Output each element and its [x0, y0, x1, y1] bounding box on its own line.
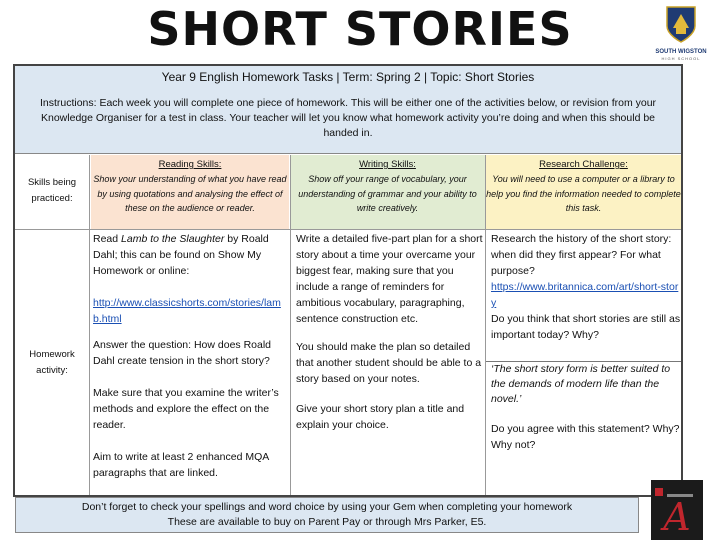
research-task [491, 231, 681, 343]
research-challenge-desc: You will need to use a computer or a library to help you find the information needed to complete this task. [486, 174, 681, 213]
reading-task [93, 231, 289, 481]
skills-label-cell [15, 155, 89, 229]
reading-task-aim: Aim to write at least 2 enhanced MQA paragraphs that are linked. [93, 451, 269, 479]
reading-skills-title: Reading Skills: [158, 159, 222, 170]
research-challenge-title: Research Challenge: [539, 159, 628, 170]
writing-task-title: Give your short story plan a title and explain your choice. [296, 403, 465, 431]
gem-book-image [651, 480, 703, 540]
reading-skills-desc: Show your understanding of what you have read by using quotations and analysing the effect of these on the audience or reader. [93, 174, 287, 213]
research-task-agree: Do you agree with this statement? Why? Why not? [491, 423, 680, 451]
footer-note [15, 497, 639, 533]
header-box [15, 66, 681, 154]
column-divider [290, 155, 291, 495]
shield-icon [664, 4, 698, 44]
instructions: Instructions: Each week you will complete one piece of homework. This will be either one of the activities below, or revision from your Knowledge Organiser for a test in class. Your teacher will let you know what homework activity you’re doing and when this should be handed in. [39, 97, 657, 139]
research-quote: ‘The short story form is better suited to the demands of modern life than the novel.’ [491, 363, 671, 405]
book-letter: A [663, 495, 691, 539]
reading-skills-cell [91, 155, 289, 229]
school-logo [648, 4, 714, 64]
row-divider [15, 229, 681, 230]
writing-task [296, 231, 484, 433]
writing-skills-cell [290, 155, 485, 229]
footer-line-2: These are available to buy on Parent Pay or through Mrs Parker, E5. [167, 516, 487, 528]
research-task-history: Research the history of the short story: when did they first appear? For what purpose? [491, 233, 672, 277]
reading-task-question: Answer the question: How does Roald Dahl create tension in the short story? [93, 339, 272, 367]
reading-task-source: by Roald Dahl; this can be found on Show My Homework or online: [93, 233, 269, 277]
logo-name: SOUTH WIGSTON [655, 49, 707, 55]
homework-label: Homework activity: [29, 349, 75, 376]
reading-task-methods: Make sure that you examine the writer’s methods and explore the effect on the reader. [93, 387, 279, 431]
research-task-importance: Do you think that short stories are still as important today? Why? [491, 313, 681, 341]
header-line: Year 9 English Homework Tasks | Term: Spring 2 | Topic: Short Stories [161, 70, 535, 84]
writing-task-plan: Write a detailed five-part plan for a short story about a time your overcame your biggest fear, making sure that you include a range of reminders for ambitious vocabulary, paragraphing, sentence construction etc. [296, 233, 483, 325]
skills-label: Skills being practiced: [27, 177, 77, 204]
column-divider [89, 155, 90, 495]
homework-label-cell [15, 230, 89, 495]
research-quote-cell [491, 362, 681, 453]
logo-subtitle: HIGH SCHOOL [661, 56, 701, 61]
column-divider [485, 155, 486, 495]
writing-task-detail: You should make the plan so detailed that another student should be able to a story based on your notes. [296, 341, 482, 385]
research-challenge-cell [486, 155, 681, 229]
story-title: Lamb to the Slaughter [121, 233, 225, 245]
footer-line-1: Don’t forget to check your spellings and word choice by using your Gem when completing your homework [81, 501, 573, 513]
research-link[interactable]: https://www.britannica.com/art/short-story [491, 281, 679, 309]
story-link[interactable]: http://www.classicshorts.com/stories/lamb.html [93, 297, 281, 325]
reading-task-intro: Read [93, 233, 122, 245]
writing-skills-desc: Show off your range of vocabulary, your understanding of grammar and your ability to write creatively. [298, 174, 477, 213]
page-title: SHORT STORIES [147, 2, 573, 56]
writing-skills-title: Writing Skills: [359, 159, 416, 170]
